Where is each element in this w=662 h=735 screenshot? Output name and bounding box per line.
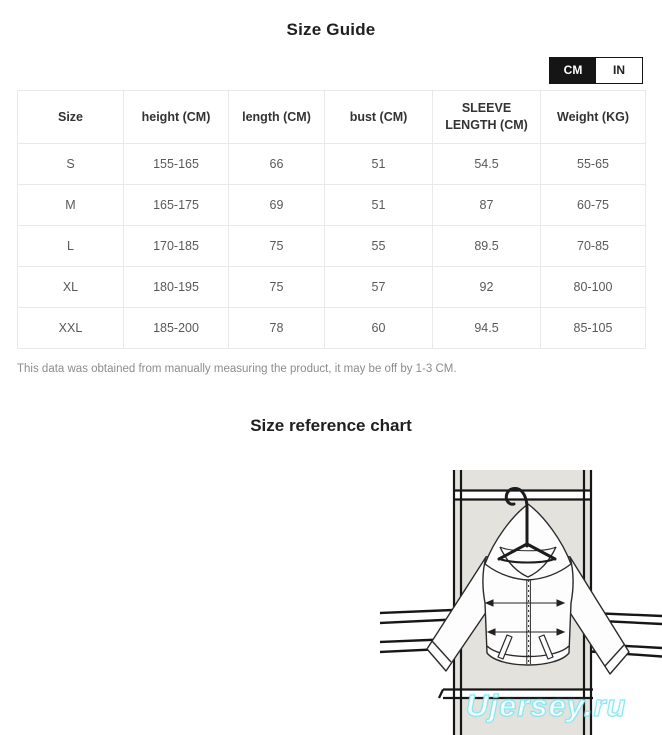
table-cell: 170-185 (124, 226, 229, 267)
jacket-diagram-illustration (380, 460, 662, 735)
table-row (18, 144, 646, 185)
table-row (18, 185, 646, 226)
table-cell: 57 (325, 267, 433, 308)
size-reference-diagram (380, 460, 662, 735)
table-cell: M (18, 185, 124, 226)
table-cell: XXL (18, 308, 124, 349)
table-cell: 85-105 (541, 308, 646, 349)
table-cell: 51 (325, 144, 433, 185)
table-row (18, 267, 646, 308)
watermark: Ujersey.ru (466, 688, 627, 723)
table-header-row (18, 91, 646, 144)
table-cell: 66 (229, 144, 325, 185)
unit-in-button[interactable]: IN (596, 58, 642, 83)
table-cell: S (18, 144, 124, 185)
measurement-note: This data was obtained from manually measuring the product, it may be off by 1-3 CM. (17, 363, 457, 375)
table-cell: 60 (325, 308, 433, 349)
table-cell: L (18, 226, 124, 267)
table-cell: 94.5 (433, 308, 541, 349)
table-cell: 55 (325, 226, 433, 267)
column-header-height: height (CM) (124, 91, 229, 144)
column-header-bust: bust (CM) (325, 91, 433, 144)
table-cell: 78 (229, 308, 325, 349)
table-cell: 185-200 (124, 308, 229, 349)
table-cell: 180-195 (124, 267, 229, 308)
table-cell: 75 (229, 226, 325, 267)
column-header-sleeve-length: SLEEVE LENGTH (CM) (433, 91, 541, 144)
table-cell: XL (18, 267, 124, 308)
table-cell: 155-165 (124, 144, 229, 185)
table-cell: 51 (325, 185, 433, 226)
table-cell: 80-100 (541, 267, 646, 308)
section-title: Size reference chart (250, 416, 412, 435)
table-cell: 55-65 (541, 144, 646, 185)
unit-toggle (549, 57, 643, 84)
unit-cm-button[interactable]: CM (550, 58, 596, 83)
table-cell: 70-85 (541, 226, 646, 267)
column-header-weight: Weight (KG) (541, 91, 646, 144)
size-table (17, 90, 646, 349)
table-row (18, 308, 646, 349)
table-cell: 69 (229, 185, 325, 226)
page-title: Size Guide (286, 20, 376, 39)
column-header-size: Size (18, 91, 124, 144)
table-cell: 60-75 (541, 185, 646, 226)
table-cell: 54.5 (433, 144, 541, 185)
table-cell: 92 (433, 267, 541, 308)
table-row (18, 226, 646, 267)
table-cell: 89.5 (433, 226, 541, 267)
table-cell: 87 (433, 185, 541, 226)
column-header-length: length (CM) (229, 91, 325, 144)
table-cell: 75 (229, 267, 325, 308)
table-cell: 165-175 (124, 185, 229, 226)
